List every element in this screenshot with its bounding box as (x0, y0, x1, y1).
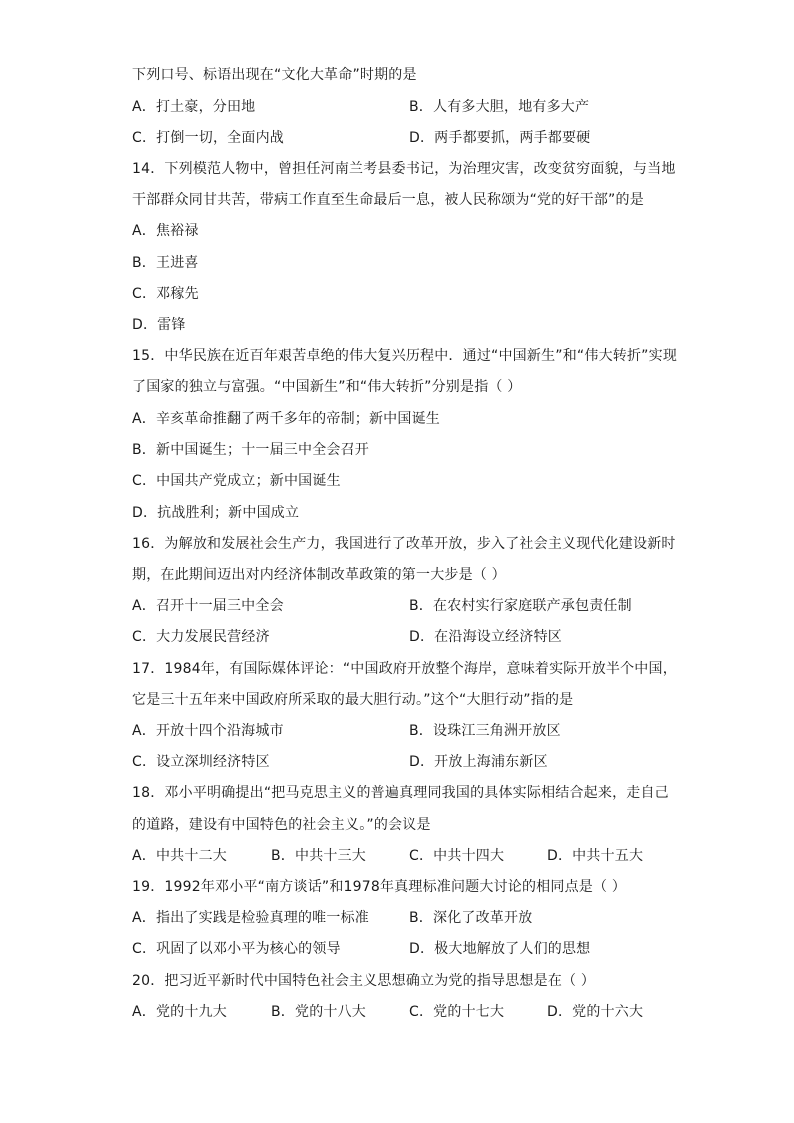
question-stem: 16．为解放和发展社会生产力，我国进行了改革开放，步入了社会主义现代化建设新时 (132, 536, 676, 552)
option-b: B．人有多大胆，地有多大产 (409, 99, 590, 115)
option-d: D．开放上海浦东新区 (409, 754, 548, 770)
question-stem: 18．邓小平明确提出“把马克思主义的普遍真理同我国的具体实际相结合起来，走自己 (132, 785, 669, 801)
option-b: B．王进喜 (132, 255, 199, 271)
option-d: D．抗战胜利；新中国成立 (132, 505, 300, 521)
question-stem: 14．下列模范人物中，曾担任河南兰考县委书记，为治理灾害，改变贫穷面貌，与当地 (132, 161, 676, 177)
question-stem: 期，在此期间迈出对内经济体制改革政策的第一大步是（ ） (132, 567, 506, 583)
option-a: A．中共十二大 (132, 848, 227, 864)
option-d: D．雷锋 (132, 317, 186, 333)
question-stem: 干部群众同甘共苦，带病工作直至生命最后一息，被人民称颂为“党的好干部”的是 (132, 192, 644, 208)
option-c: C．打倒一切，全面内战 (132, 130, 284, 146)
option-b: B．深化了改革开放 (409, 910, 533, 926)
option-a: A．焦裕禄 (132, 223, 199, 239)
question-stem: 20．把习近平新时代中国特色社会主义思想确立为党的指导思想是在（ ） (132, 973, 596, 989)
question-stem: 下列口号、标语出现在“文化大革命”时期的是 (132, 67, 417, 83)
option-d: D．中共十五大 (547, 848, 644, 864)
option-a: A．党的十九大 (132, 1004, 227, 1020)
option-a: A．开放十四个沿海城市 (132, 723, 284, 739)
question-stem: 它是三十五年来中国政府所采取的最大胆行动。”这个“大胆行动”指的是 (132, 692, 574, 708)
option-c: C．设立深圳经济特区 (132, 754, 270, 770)
option-c: C．大力发展民营经济 (132, 629, 270, 645)
question-stem: 19．1992年邓小平“南方谈话”和1978年真理标准问题大讨论的相同点是（ ） (132, 879, 627, 895)
option-c: C．巩固了以邓小平为核心的领导 (132, 941, 341, 957)
option-b: B．在农村实行家庭联产承包责任制 (409, 598, 632, 614)
option-a: A．指出了实践是检验真理的唯一标准 (132, 910, 369, 926)
option-c: C．中国共产党成立；新中国诞生 (132, 473, 341, 489)
option-d: D．极大地解放了人们的思想 (409, 941, 591, 957)
option-b: B．党的十八大 (271, 1004, 367, 1020)
question-stem: 15．中华民族在近百年艰苦卓绝的伟大复兴历程中．通过“中国新生”和“伟大转折”实现 (132, 348, 678, 364)
option-c: C．邓稼先 (132, 286, 199, 302)
option-d: D．在沿海设立经济特区 (409, 629, 562, 645)
option-a: A．辛亥革命推翻了两千多年的帝制；新中国诞生 (132, 411, 440, 427)
option-b: B．中共十三大 (271, 848, 367, 864)
question-stem: 了国家的独立与富强。“中国新生”和“伟大转折”分别是指（ ） (132, 379, 522, 395)
option-c: C．党的十七大 (409, 1004, 505, 1020)
question-stem: 17．1984年，有国际媒体评论：“中国政府开放整个海岸，意味着实际开放半个中国， (132, 661, 677, 677)
option-d: D．两手都要抓，两手都要硬 (409, 130, 591, 146)
option-a: A．打土豪，分田地 (132, 99, 256, 115)
option-b: B．设珠江三角洲开放区 (409, 723, 561, 739)
option-c: C．中共十四大 (409, 848, 505, 864)
question-stem: 的道路，建设有中国特色的社会主义。”的会议是 (132, 817, 431, 833)
option-b: B．新中国诞生；十一届三中全会召开 (132, 442, 370, 458)
option-d: D．党的十六大 (547, 1004, 644, 1020)
option-a: A．召开十一届三中全会 (132, 598, 284, 614)
